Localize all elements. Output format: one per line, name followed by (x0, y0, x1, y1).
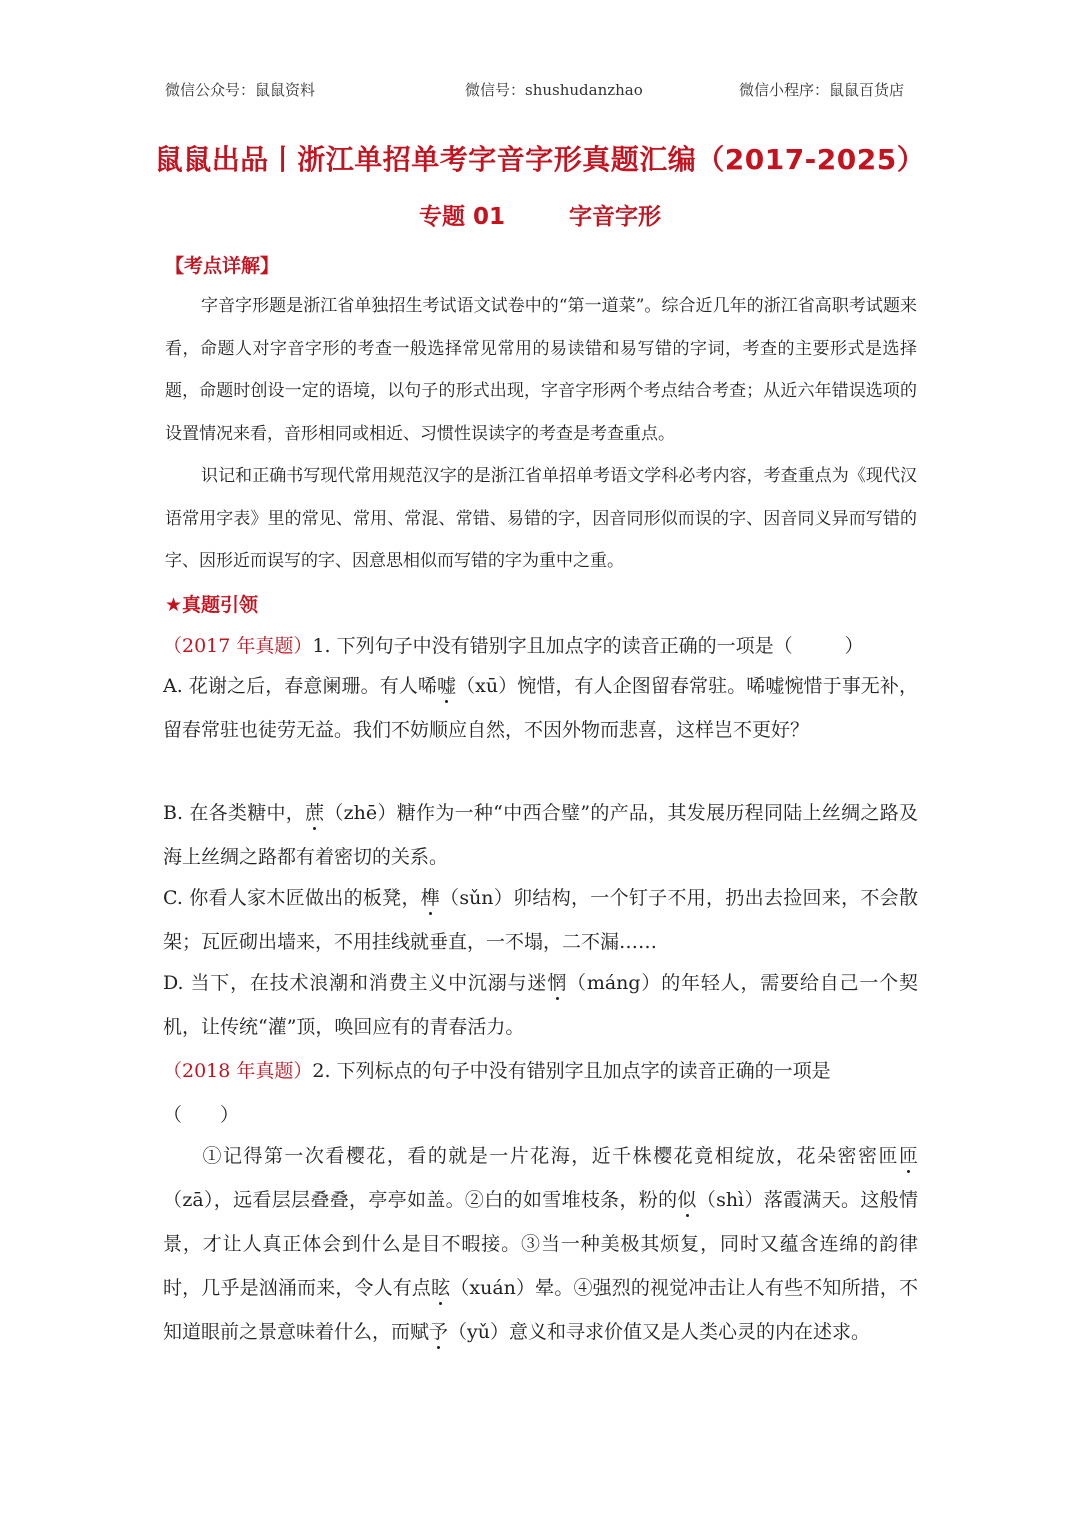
question-2-year: （2018 年真题） (163, 1060, 313, 1082)
option-a-text: A. 花谢之后，春意阑珊。有人唏 (163, 675, 437, 697)
intro-paragraph-1 (165, 285, 917, 455)
topic-subtitle (0, 198, 1080, 231)
question-1-text: 1. 下列句子中没有错别字且加点字的读音正确的一项是（ (312, 635, 793, 657)
passage-text-2: （zā），远看层层叠叠，亭亭如盖。②白的如雪堆枝条，粉的 (163, 1189, 678, 1211)
passage-dotted-char-2: 似 (677, 1189, 697, 1211)
option-c-text: C. 你看人家木匠做出的板凳， (163, 887, 421, 909)
question-2-stem (163, 1049, 918, 1137)
option-d-rest: （máng）的年轻人，需要给自己一个契机，让传统“灌”顶，唤回应有的青春活力。 (163, 972, 918, 1038)
question-1-close: ） (844, 635, 864, 657)
option-b-text: B. 在各类糖中， (163, 802, 306, 824)
question-1-option-d (163, 961, 918, 1049)
question-2-text: 2. 下列标点的句子中没有错别字且加点字的读音正确的一项是 (312, 1060, 831, 1082)
option-c-rest: （sǔn）卯结构，一个钉子不用，扔出去捡回来，不会散架；瓦匠砌出墙来，不用挂线就垂直，一不塌，二不漏…… (163, 887, 918, 953)
passage-text-5: （yǔ）意义和寻求价值又是人类心灵的内在述求。 (448, 1321, 871, 1343)
question-1-option-b (163, 791, 918, 879)
passage-dotted-char-3: 眩 (431, 1277, 451, 1299)
option-b-dotted-char: 蔗 (305, 802, 325, 824)
header-wechat-account: 微信公众号：鼠鼠资料 (165, 81, 316, 99)
question-1-stem (163, 624, 918, 668)
intro-text-2: 识记和正确书写现代常用规范汉字的是浙江省单招单考语文学科必考内容，考查重点为《现代汉语常用字表》里的常见、常用、常混、常错、易错的字，因音同形似而误的字、因音同义异而写错的字、因形近而误写的字、因意思相似而写错的字为重中之重。 (165, 466, 917, 571)
question-2-blank: （ ） (163, 1104, 240, 1126)
document-title: 鼠鼠出品丨浙江单招单考字音字形真题汇编（2017-2025） (154, 143, 926, 176)
question-1-option-a (163, 664, 918, 752)
passage-text-1: ①记得第一次看樱花，看的就是一片花海，近千株樱花竟相绽放，花朵密密匝 (201, 1145, 899, 1167)
topic-name: 字音字形 (569, 204, 662, 230)
header-mini-program: 微信小程序：鼠鼠百货店 (739, 81, 905, 99)
option-a-rest: （xū）惋惜，有人企图留春常驻。唏嘘惋惜于事无补，留春常驻也徒劳无益。我们不妨顺应自然，不因外物而悲喜，这样岂不更好？ (163, 675, 918, 741)
option-d-dotted-char: 惘 (547, 972, 567, 994)
topic-number: 专题 01 (418, 204, 505, 230)
question-1-option-c (163, 876, 918, 964)
intro-text-1: 字音字形题是浙江省单独招生考试语文试卷中的“第一道菜”。综合近几年的浙江省高职考试题来看，命题人对字音字形的考查一般选择常见常用的易读错和易写错的字词，考查的主要形式是选择题，命题时创设一定的语境，以句子的形式出现，字音字形两个考点结合考查；从近六年错误选项的设置情况来看，音形相同或相近、习惯性误读字的考查是考查重点。 (165, 296, 917, 444)
section-heading-real-questions: ★真题引领 (165, 594, 259, 616)
section-heading-key-points: 【考点详解】 (165, 255, 280, 277)
question-1-year: （2017 年真题） (163, 635, 313, 657)
question-2-passage (163, 1134, 918, 1354)
header-wechat-id: 微信号：shushudanzhao (465, 81, 643, 99)
option-d-text: D. 当下，在技术浪潮和消费主义中沉溺与迷 (163, 972, 548, 994)
option-c-dotted-char: 榫 (420, 887, 441, 909)
passage-dotted-char-4: 予 (429, 1321, 449, 1343)
passage-text-3: （shì）落霞满天。这般情景，才让人真正体会到什么是目不暇接。③当一种美极其烦复，同时又蕴含连绵的韵律时，几乎是汹涌而来，令人有点 (163, 1189, 918, 1299)
option-a-dotted-char: 嘘 (436, 675, 457, 697)
passage-text-4: （xuán）晕。④强烈的视觉冲击让人有些不知所措，不知道眼前之景意味着什么，而赋 (163, 1277, 918, 1343)
option-b-rest: （zhē）糖作为一种“中西合璧”的产品，其发展历程同陆上丝绸之路及海上丝绸之路都有着密切的关系。 (163, 802, 918, 868)
intro-paragraph-2 (165, 455, 917, 583)
passage-dotted-char-1: 匝 (898, 1145, 918, 1167)
